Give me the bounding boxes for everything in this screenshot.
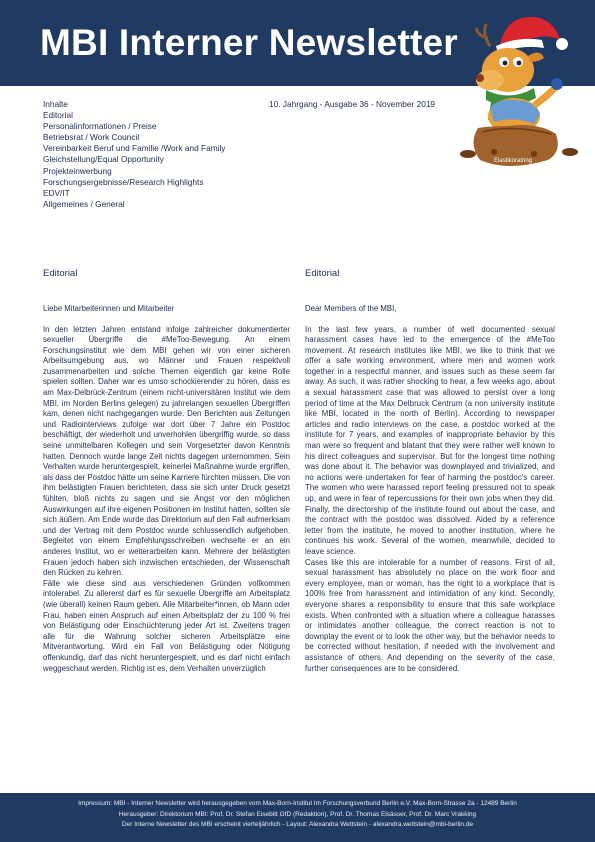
toc-item-vereinbarkeit[interactable]: Vereinbarkeit Beruf und Familie /Work and Family [43,143,226,154]
editorial-english-paragraph-2: Cases like this are intolerable for a number of reasons. First of all, sexual harassment has absolutely no place on the work floor and every employee, man or woman, has the right to a workplace that is 100% free from harassment and intimidation of any kind. Secondly, everyone shares a responsibility to ensure that this safe workplace exists. When confronted with a situation where a colleague harasses or intimidates another colleague, the correct reaction is not to downplay the event or to look the other way, but the behavior needs to be corrected without hesitation, if needed with the involvement and assistance of others. And depending on the severity of the case, further consequences are to be considered. [305,557,555,673]
editorial-german-heading: Editorial [43,268,78,279]
imprint-footer [0,793,595,842]
editorial-english-column [305,268,555,674]
newsletter-title: MBI Interner Newsletter [40,22,458,63]
editorial-german-paragraph-2: Fälle wie diese sind aus verschiedenen Gründen vollkommen intolerabel. Zu allererst darf es für sexuelle Übergriffe am Arbeitsplatz (wie überall) keinen Raum geben. Alle Mitarbeiter*innen, ob Mann oder Frau, haben einen Anspruch auf einen Arbeitsplatz der zu 100 % frei von Belästigung oder Einschüchterung jeder Art ist. Zweitens tragen alle für die Wahrung solcher sicheren Arbeitsplätze eine Mitverantwortung. Wird ein Fall von Belästigung oder Nötigung offenkundig, darf das nicht heruntergespielt, und es darf nicht einfach weggeschaut werden. Richtig ist es, dem Verhalten unverzüglich [43,578,290,673]
issue-info: 10. Jahrgang - Ausgabe 36 - November 2019 [269,99,436,109]
editorial-english-heading: Editorial [305,268,340,279]
toc-item-allgemeines[interactable]: Allgemeines / General [43,198,125,209]
toc-item-inhalte[interactable]: Inhalte [43,99,68,109]
table-of-contents [43,99,303,210]
toc-item-betriebsrat[interactable]: Betriebsrat / Work Council [43,132,140,143]
editorial-german-salutation: Liebe Mitarbeiterinnen und Mitarbeiter [43,304,175,313]
toc-item-forschungsergebnisse[interactable]: Forschungsergebnisse/Research Highlights [43,176,204,187]
toc-item-personalinformationen[interactable]: Personalinformationen / Preise [43,121,157,132]
toc-item-gleichstellung[interactable]: Gleichstellung/Equal Opportunity [43,154,164,165]
mascot-label: Elastikoratring [494,158,533,164]
reindeer-mascot-icon [438,4,588,174]
editorial-german-paragraph-1: In den letzten Jahren entstand infolge zahlreicher dokumentierter sexueller Übergriffe die #MeToo-Bewegung. An einem Forschungsinstitut wie dem MBI gehen wir von einer sicheren Arbeitsumgebung aus, wo Männer und Frauen respektvoll zusammenarbeiten und solche Themen eigentlich gar keine Rolle spielen sollten. Daher war es umso schockierender zu hören, dass es am Max-Delbrück-Zentrum (einem nicht-universitären Institut wie dem MBI, im Norden Berlins gelegen) zu jahrelangen sexuellen Übergriffen kam, denen nicht nachgegangen wurde. Den Berichten aus Zeitungen und Radiointerviews zufolge war dort über 7 Jahre ein Postdoc beschäftigt, der wiederholt und unverhohlen übergriffig wurde, so dass seine unmittelbaren Kollegen und sein Vorgesetzter davon Kenntnis hatten. Dennoch wurde lange Zeit nichts dagegen unternommen. Sein Verhalten wurde heruntergespielt, keinerlei Maßnahme wurde ergriffen, als dass der Postdoc hätte um seine Karriere fürchten müssen. Die von ihm belästigten Frauen berichteten, dass sie sich unter Druck gesetzt fühlten, bloß nichts zu sagen und sie Angst vor den möglichen Auswirkungen auf ihre eigenen Positionen im Institut hatten, sollten sie sich äußern. Am Ende wurde das Direktorium auf den Fall aufmerksam und der Vertrag mit dem Postdoc wurde schlussendlich aufgehoben. Begleitet von einem Empfehlungsschreiben wechselte er an ein anderes Institut, wo er weiterarbeiten kann. Mehrere der belästigten Frauen jedoch haben sich inzwischen entschieden, der Wissenschaft den Rücken zu kehren. [43,324,290,578]
editorial-english-salutation: Dear Members of the MBI, [305,304,397,313]
editorial-german-column [43,268,290,674]
editorial-english-paragraph-1: In the last few years, a number of well documented sexual harassment cases have led to the emergence of the #MeToo movement. At research institutes like MBI, we like to think that we offer a safe working environment, where men and women work together in a respectful manner, and issues such as these seem far away. As such, it was rather shocking to hear, a few weeks ago, about a sexual harassment case that was allowed to persist over a long period of time at the Max Delbruck Centrum (a non university institute like MBI, located in the north of Berlin). According to newspaper articles and radio interviews on the case, a postdoc worked at the institute for 7 years, and examples of inappropriate behavior by this man were so frequent and blatant that they were rather well known to his direct colleagues and supervisor. But for the longest time nothing was done about it. The behavior was downplayed and trivialized, and no actions were undertaken for fear of harming the postdoc's career. The women who were harassed report feeling pressured not to speak up, and were in fear of repercussions for their own jobs when they did. Finally, the directorship of the institute found out about the case, and the contract with the postdoc was dissolved. Aided by a reference letter from the institute, he moved to another institution, where he continues his work. Several of the women, meanwhile, decided to leave science. [305,324,555,556]
toc-item-editorial[interactable]: Editorial [43,110,73,121]
imprint-line-1: Impressum: MBI - Interner Newsletter wird herausgegeben vom Max-Born-Institut im Forschungsverbund Berlin e.V. Max-Born-Strasse 2a - 12489 Berlin [78,800,517,807]
toc-item-projekteinwerbung[interactable]: Projekteinwerbung [43,165,112,176]
toc-item-edv-it[interactable]: EDV/IT [43,187,70,198]
imprint-line-2: Herausgeber: Direktorium MBI: Prof. Dr. Stefan Eisebitt GfD (Redaktion), Prof. Dr. Thomas Elsässer, Prof. Dr. Marc Vrakking [118,810,477,818]
imprint-line-3[interactable]: Der Interne Newsletter des MBI erscheint vierteljährlich - Layout: Alexandra Wettstein - alexandra.wettstein@mbi-berlin.de [121,821,474,828]
